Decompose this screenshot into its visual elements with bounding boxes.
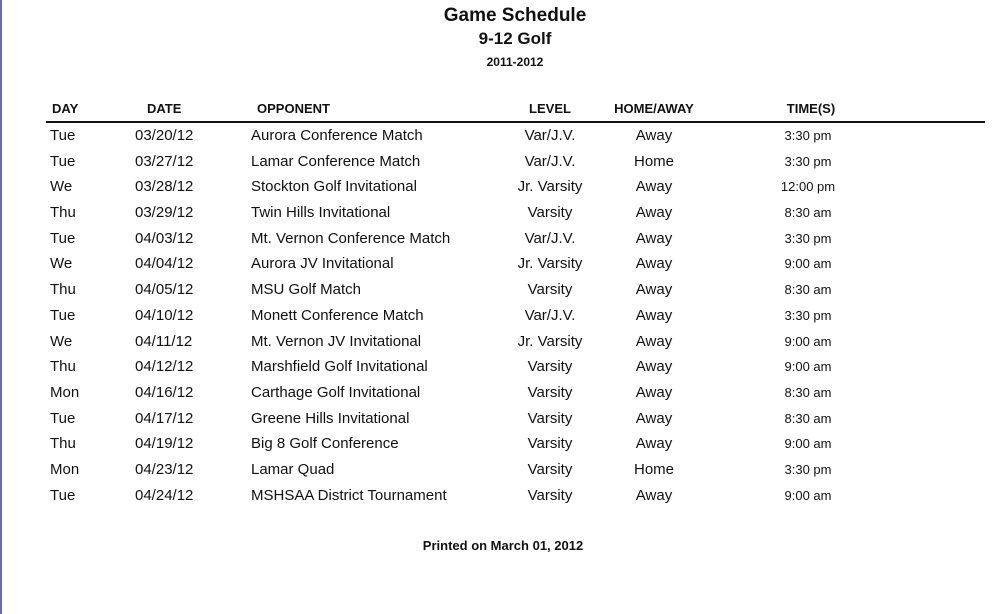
header-day: DAY xyxy=(52,101,79,116)
cell-day: Tue xyxy=(50,409,76,427)
table-row xyxy=(0,331,1000,357)
cell-day: Thu xyxy=(50,281,76,299)
cell-day: Mon xyxy=(50,383,80,401)
cell-date: 03/28/12 xyxy=(135,178,194,196)
table-row xyxy=(0,253,1000,279)
header-level: LEVEL xyxy=(529,101,571,116)
cell-home-away: Home xyxy=(633,460,674,478)
cell-level: Varsity xyxy=(527,383,573,401)
cell-time: 3:30 pm xyxy=(784,461,832,477)
cell-date: 04/24/12 xyxy=(135,486,194,504)
cell-opponent: Twin Hills Invitational xyxy=(251,204,391,222)
cell-date: 03/27/12 xyxy=(135,152,194,170)
cell-home-away: Away xyxy=(635,306,673,324)
schedule-table-body xyxy=(0,125,1000,510)
cell-home-away: Away xyxy=(635,229,673,247)
cell-time: 8:30 am xyxy=(784,282,832,298)
table-row xyxy=(0,485,1000,511)
cell-day: Thu xyxy=(50,435,76,453)
header-times: TIME(S) xyxy=(786,101,836,116)
table-row xyxy=(0,151,1000,177)
table-row xyxy=(0,433,1000,459)
table-row xyxy=(0,382,1000,408)
cell-home-away: Away xyxy=(635,178,673,196)
cell-level: Varsity xyxy=(527,435,573,453)
table-row xyxy=(0,279,1000,305)
cell-time: 8:30 am xyxy=(784,384,832,400)
cell-date: 04/03/12 xyxy=(135,229,194,247)
table-header xyxy=(0,101,1000,119)
cell-opponent: Lamar Conference Match xyxy=(251,152,421,170)
cell-opponent: Big 8 Golf Conference xyxy=(251,435,399,453)
cell-date: 04/05/12 xyxy=(135,281,194,299)
cell-home-away: Away xyxy=(635,332,673,350)
cell-time: 8:30 am xyxy=(784,205,832,221)
cell-date: 04/04/12 xyxy=(135,255,194,273)
cell-opponent: Monett Conference Match xyxy=(251,306,424,324)
cell-level: Var/J.V. xyxy=(524,152,576,170)
cell-date: 03/20/12 xyxy=(135,127,194,144)
table-row xyxy=(0,202,1000,228)
cell-time: 3:30 pm xyxy=(784,230,832,246)
cell-opponent: Mt. Vernon Conference Match xyxy=(251,229,451,247)
cell-opponent: Greene Hills Invitational xyxy=(251,409,410,427)
cell-opponent: Stockton Golf Invitational xyxy=(251,178,417,196)
cell-level: Varsity xyxy=(527,281,573,299)
table-row xyxy=(0,176,1000,202)
cell-date: 04/11/12 xyxy=(135,332,193,350)
cell-opponent: Marshfield Golf Invitational xyxy=(251,358,428,376)
cell-level: Varsity xyxy=(527,409,573,427)
cell-opponent: Aurora Conference Match xyxy=(251,127,423,144)
season-label: 2011-2012 xyxy=(486,55,544,69)
cell-day: Tue xyxy=(50,229,76,247)
cell-time: 3:30 pm xyxy=(784,128,832,143)
cell-home-away: Away xyxy=(635,409,673,427)
cell-level: Varsity xyxy=(527,486,573,504)
cell-home-away: Away xyxy=(635,435,673,453)
cell-time: 8:30 am xyxy=(784,410,832,426)
printed-date: Printed on March 01, 2012 xyxy=(422,538,584,553)
cell-day: Tue xyxy=(50,127,76,144)
cell-home-away: Away xyxy=(635,486,673,504)
cell-home-away: Away xyxy=(635,127,673,144)
cell-date: 04/10/12 xyxy=(135,306,194,324)
cell-time: 9:00 am xyxy=(784,333,832,349)
cell-date: 04/17/12 xyxy=(135,409,194,427)
table-row xyxy=(0,408,1000,434)
cell-level: Var/J.V. xyxy=(524,229,576,247)
cell-level: Varsity xyxy=(527,204,573,222)
table-row xyxy=(0,356,1000,382)
cell-home-away: Away xyxy=(635,281,673,299)
page-title: Game Schedule xyxy=(443,5,587,26)
cell-opponent: Carthage Golf Invitational xyxy=(251,383,421,401)
cell-date: 03/29/12 xyxy=(135,204,194,222)
cell-day: We xyxy=(50,332,73,350)
cell-time: 9:00 am xyxy=(784,359,832,375)
cell-day: Mon xyxy=(50,460,80,478)
table-row xyxy=(0,125,1000,151)
cell-day: Tue xyxy=(50,486,76,504)
cell-time: 3:30 pm xyxy=(784,153,832,169)
cell-level: Jr. Varsity xyxy=(517,178,583,196)
cell-date: 04/12/12 xyxy=(135,358,194,376)
cell-time: 3:30 pm xyxy=(784,307,832,323)
cell-opponent: Aurora JV Invitational xyxy=(251,255,394,273)
cell-day: We xyxy=(50,178,73,196)
cell-day: We xyxy=(50,255,73,273)
header-home-away: HOME/AWAY xyxy=(614,101,694,116)
cell-time: 9:00 am xyxy=(784,256,832,272)
cell-opponent: MSHSAA District Tournament xyxy=(251,486,447,504)
cell-level: Var/J.V. xyxy=(524,306,576,324)
table-row xyxy=(0,459,1000,485)
cell-opponent: MSU Golf Match xyxy=(251,281,362,299)
cell-level: Varsity xyxy=(527,358,573,376)
cell-day: Tue xyxy=(50,152,76,170)
cell-home-away: Away xyxy=(635,204,673,222)
cell-date: 04/19/12 xyxy=(135,435,194,453)
header-date: DATE xyxy=(147,101,182,116)
cell-level: Jr. Varsity xyxy=(517,255,583,273)
cell-day: Thu xyxy=(50,358,76,376)
table-row xyxy=(0,305,1000,331)
cell-level: Var/J.V. xyxy=(524,127,576,144)
header-divider xyxy=(46,121,985,123)
cell-date: 04/23/12 xyxy=(135,460,194,478)
cell-home-away: Away xyxy=(635,255,673,273)
page-subtitle: 9-12 Golf xyxy=(478,29,552,48)
header-opponent: OPPONENT xyxy=(257,101,330,116)
cell-day: Thu xyxy=(50,204,76,222)
cell-time: 9:00 am xyxy=(784,436,832,452)
cell-opponent: Mt. Vernon JV Invitational xyxy=(251,332,422,350)
cell-home-away: Away xyxy=(635,358,673,376)
cell-level: Jr. Varsity xyxy=(517,332,583,350)
cell-time: 9:00 am xyxy=(784,487,832,503)
cell-home-away: Away xyxy=(635,383,673,401)
cell-level: Varsity xyxy=(527,460,573,478)
cell-home-away: Home xyxy=(633,152,674,170)
table-row xyxy=(0,228,1000,254)
cell-time: 12:00 pm xyxy=(780,179,836,195)
cell-opponent: Lamar Quad xyxy=(251,460,335,478)
cell-day: Tue xyxy=(50,306,76,324)
cell-date: 04/16/12 xyxy=(135,383,194,401)
